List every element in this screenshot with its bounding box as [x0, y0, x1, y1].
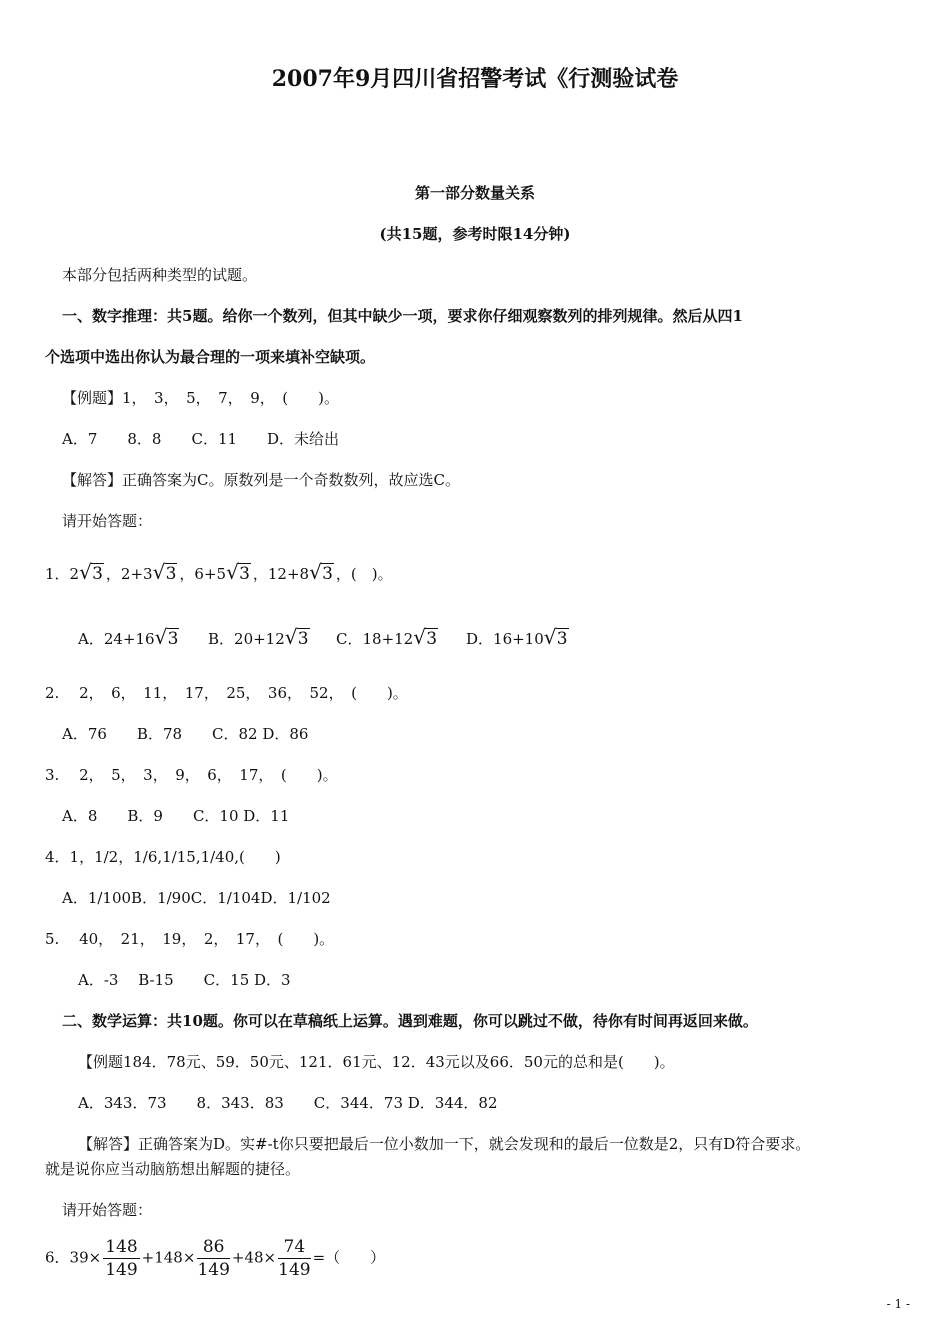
- page-number: - 1 -: [886, 1297, 910, 1311]
- answer-text: 正确答案为C。原数列是一个奇数数列，故应选C。: [122, 471, 460, 489]
- section2-answer-line2: 就是说你应当动脑筋想出解题的捷径。: [45, 1160, 301, 1178]
- fraction: $\frac{148}{149}$: [105, 1237, 138, 1280]
- section1-example-options: A．7 8．8 C．11 D．未给出: [62, 430, 340, 448]
- question-5: 5. 40， 21， 19， 2， 17， ( )。: [45, 930, 335, 948]
- section1-desc-line2: 个选项中选出你认为最合理的一项来填补空缺项。: [45, 348, 376, 366]
- fraction: $\frac{86}{149}$: [197, 1237, 230, 1280]
- sqrt-3: √ 3: [309, 564, 334, 584]
- section1-start: 请开始答题：: [62, 512, 153, 530]
- q1-option-b: B．20+12√ 3: [208, 628, 312, 649]
- section2-example: 【例题184．78元、59．50元、121．61元、12．43元以及66．50元的总和是( )。: [78, 1053, 675, 1071]
- section2-example-options: A．343．73 8．343．83 C．344．73 D．344．82: [78, 1094, 498, 1112]
- part-intro: 本部分包括两种类型的试题。: [62, 266, 258, 284]
- q2-options: A．76 B．78 C．82 D．86: [62, 725, 309, 743]
- example-label: 【例题】: [62, 389, 123, 407]
- fraction: $\frac{74}{149}$: [278, 1237, 311, 1280]
- question-3: 3. 2， 5， 3， 9， 6， 17， ( )。: [45, 766, 338, 784]
- section2-answer-line1: 【解答】正确答案为D。实#-t你只要把最后一位小数加一下，就会发现和的最后一位数是2，只有D符合要求。: [78, 1135, 811, 1153]
- q5-options: A．-3 B-15 C．15 D．3: [78, 971, 291, 989]
- example-text: 1， 3， 5， 7， 9， ( )。: [122, 389, 339, 407]
- q1-option-a: A．24+16√ 3: [78, 628, 181, 649]
- answer-label: 【解答】: [62, 471, 123, 489]
- section2-start: 请开始答题：: [62, 1201, 153, 1219]
- sqrt-3: √ 3: [226, 564, 251, 584]
- section1-desc-line1: 一、数字推理：共5题。给你一个数列，但其中缺少一项，要求你仔细观察数列的排列规律。然后从四1: [62, 307, 743, 325]
- question-6: 6．39× $\frac{148}{149}$ +148× $\frac{86}{149}$ +48× $\frac{74}{149}$ =（ ）: [45, 1237, 386, 1280]
- q1-option-d: D．16+10√ 3: [466, 628, 571, 649]
- q3-options: A．8 B．9 C．10 D．11: [62, 807, 290, 825]
- section1-answer: [62, 469, 460, 490]
- sqrt-3: √ 3: [79, 564, 104, 584]
- part-heading: 第一部分数量关系: [414, 184, 535, 202]
- section2-desc: 二、数学运算：共10题。你可以在草稿纸上运算。遇到难题，你可以跳过不做，待你有时间再返回来做。: [62, 1012, 758, 1030]
- question-1: 1．2√ 3 ，2+3√ 3 ，6+5√ 3 ，12+8√ 3 ，( )。: [45, 563, 393, 584]
- q1-option-c: C．18+12√ 3: [336, 628, 440, 649]
- q4-options: A．1/100B．1/90C．1/104D．1/102: [62, 889, 331, 907]
- sqrt-3: √ 3: [153, 564, 178, 584]
- part-subheading: (共15题，参考时限14分钟): [379, 225, 571, 243]
- section1-example: [62, 387, 339, 408]
- q6-number: 6．39×: [45, 1248, 102, 1267]
- question-2: 2. 2， 6， 11， 17， 25， 36， 52， ( )。: [45, 684, 408, 702]
- q1-number: 1．: [45, 565, 70, 583]
- document-title: 2007年9月四川省招警考试《行测验试卷: [271, 66, 679, 92]
- question-4: 4．1，1/2，1/6,1/15,1/40,( ): [45, 848, 281, 866]
